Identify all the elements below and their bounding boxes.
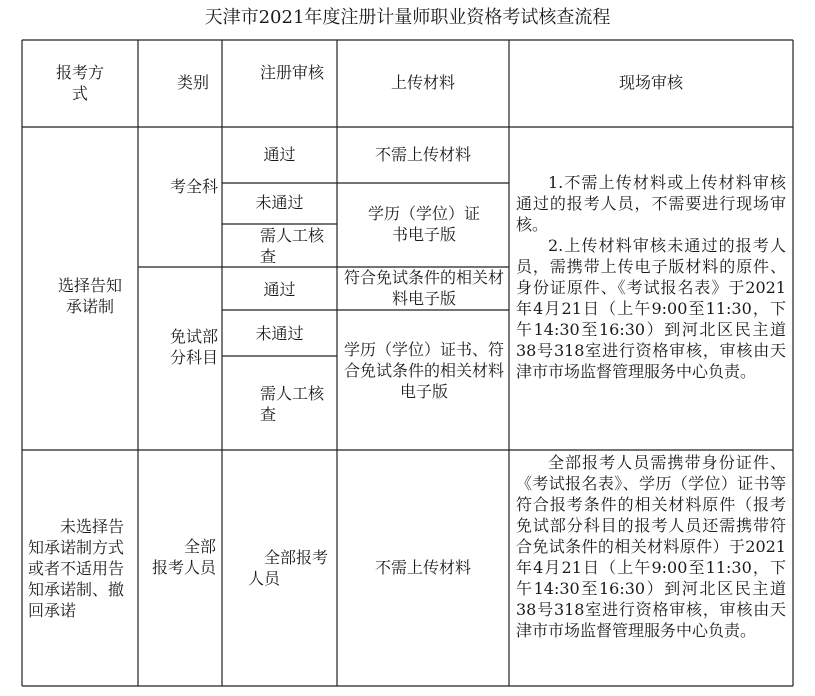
full-pass-status: 通过 (263, 145, 296, 164)
partial-manual-status: 需人工核查 (260, 384, 325, 424)
header-onsite: 现场审核 (618, 73, 683, 92)
full-fail-upload: 学历（学位）证书电子版 (368, 204, 481, 244)
partial-fail-status: 未通过 (255, 324, 304, 343)
onsite-note-2: 2.上传材料审核未通过的报考人员，需携带上传电子版材料的原件、身份证原件、《考试报名表》于2021年4月21日（上午9:00至11:30，下午14:30至16:30）到河北区民主道38号318室进行资格审核，审核由天津市市场监督管理服务中心负责。 (516, 236, 786, 381)
partial-subjects-label: 免试部分科目 (170, 327, 219, 367)
section2-onsite: 全部报考人员需携带身份证件、《考试报名表》、学历（学位）证书等符合报考条件的相关材料原件（报考免试部分科目的报考人员还需携带符合免试条件的相关材料原件）于2021年4月21日（上午9:00至11:30，下午14:30至16:30）到河北区民主道38号318室进行资格审核，审核由天津市市场监督管理服务中心负责。 (516, 453, 786, 640)
full-fail-status: 未通过 (255, 193, 304, 212)
section2-method: 未选择告知承诺制方式或者不适用告知承诺制、撤回承诺 (28, 517, 125, 620)
header-review: 注册审核 (259, 63, 324, 82)
partial-pass-status: 通过 (263, 280, 296, 299)
full-manual-status: 需人工核查 (260, 226, 325, 266)
section1-method: 选择告知承诺制 (57, 276, 122, 316)
partial-fail-upload: 学历（学位）证书、符合免试条件的相关材料电子版 (344, 340, 505, 401)
header-upload: 上传材料 (390, 73, 455, 92)
page-title: 天津市2021年度注册计量师职业资格考试核查流程 (204, 7, 611, 28)
section2-category: 全部报考人员 (152, 537, 217, 577)
onsite-note-1: 1.不需上传材料或上传材料审核通过的报考人员，不需要进行现场审核。 (516, 173, 786, 234)
partial-pass-upload: 符合免试条件的相关材料电子版 (344, 268, 505, 308)
full-subjects-label: 考全科 (170, 177, 219, 196)
header-category: 类别 (176, 73, 209, 92)
section2-review: 全部报考人员 (248, 548, 329, 588)
header-method: 报考方式 (55, 63, 104, 103)
full-pass-upload: 不需上传材料 (374, 145, 471, 164)
section2-upload: 不需上传材料 (374, 558, 471, 577)
